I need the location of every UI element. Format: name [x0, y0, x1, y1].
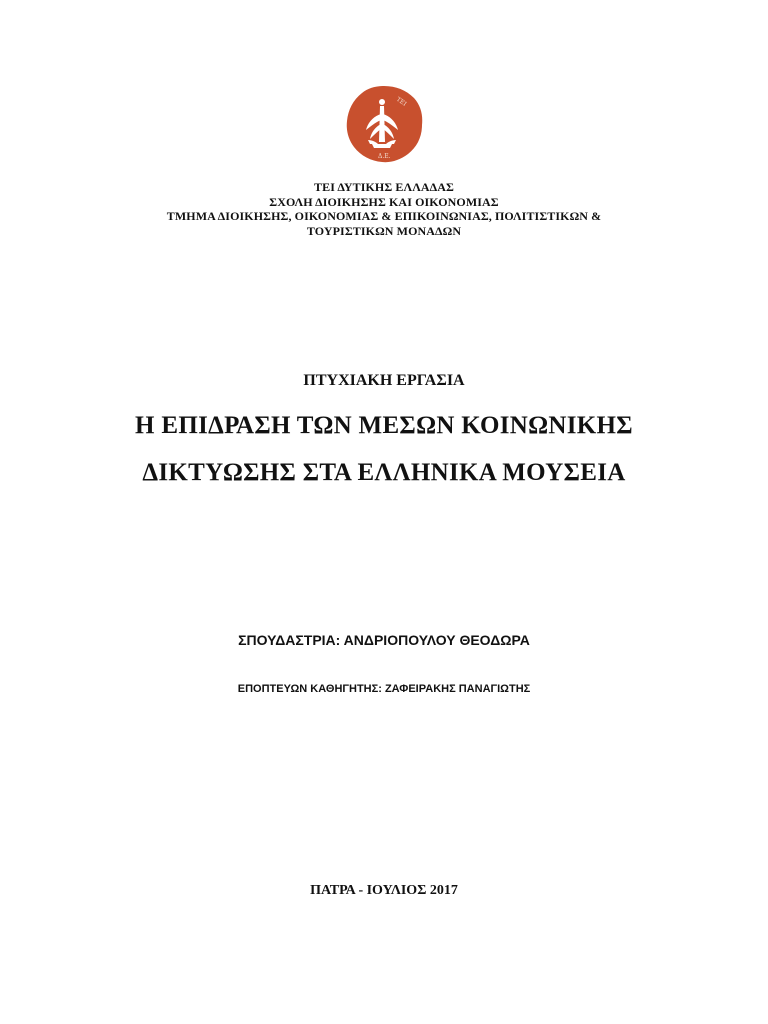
thesis-title-line1: Η ΕΠΙΔΡΑΣΗ ΤΩΝ ΜΕΣΩΝ ΚΟΙΝΩΝΙΚΗΣ [135, 412, 633, 439]
place-and-date: ΠΑΤΡΑ - ΙΟΥΛΙΟΣ 2017 [310, 883, 458, 898]
svg-text:ΤΕΙ: ΤΕΙ [394, 95, 408, 108]
school-name: ΣΧΟΛΗ ΔΙΟΙΚΗΣΗΣ ΚΑΙ ΟΙΚΟΝΟΜΙΑΣ [269, 194, 499, 209]
department-name-line1: ΤΜΗΜΑ ΔΙΟΙΚΗΣΗΣ, ΟΙΚΟΝΟΜΙΑΣ & ΕΠΙΚΟΙΝΩΝΙΑΣ, ΠΟΛΙΤΙΣΤΙΚΩΝ & [166, 209, 602, 223]
department-name-line2: ΤΟΥΡΙΣΤΙΚΩΝ ΜΟΝΑΔΩΝ [306, 223, 462, 238]
institution-name: ΤΕΙ ΔΥΤΙΚΗΣ ΕΛΛΑΔΑΣ [313, 180, 455, 194]
thesis-title-line2: ΔΙΚΤΥΩΣΗΣ ΣΤΑ ΕΛΛΗΝΙΚΑ ΜΟΥΣΕΙΑ [142, 459, 626, 486]
thesis-title [0, 402, 768, 496]
university-seal-icon [344, 84, 424, 164]
student-name: ΣΠΟΥΔΑΣΤΡΙΑ: ΑΝΔΡΙΟΠΟΥΛΟΥ ΘΕΟΔΩΡΑ [238, 632, 530, 648]
institution-block [0, 180, 768, 238]
supervisor-name: ΕΠΟΠΤΕΥΩΝ ΚΑΘΗΓΗΤΗΣ: ΖΑΦΕΙΡΑΚΗΣ ΠΑΝΑΓΙΩΤΗΣ [237, 683, 531, 695]
svg-text:Δ.Ε.: Δ.Ε. [378, 153, 391, 160]
thesis-type-label: ΠΤΥΧΙΑΚΗ ΕΡΓΑΣΙΑ [303, 372, 465, 389]
